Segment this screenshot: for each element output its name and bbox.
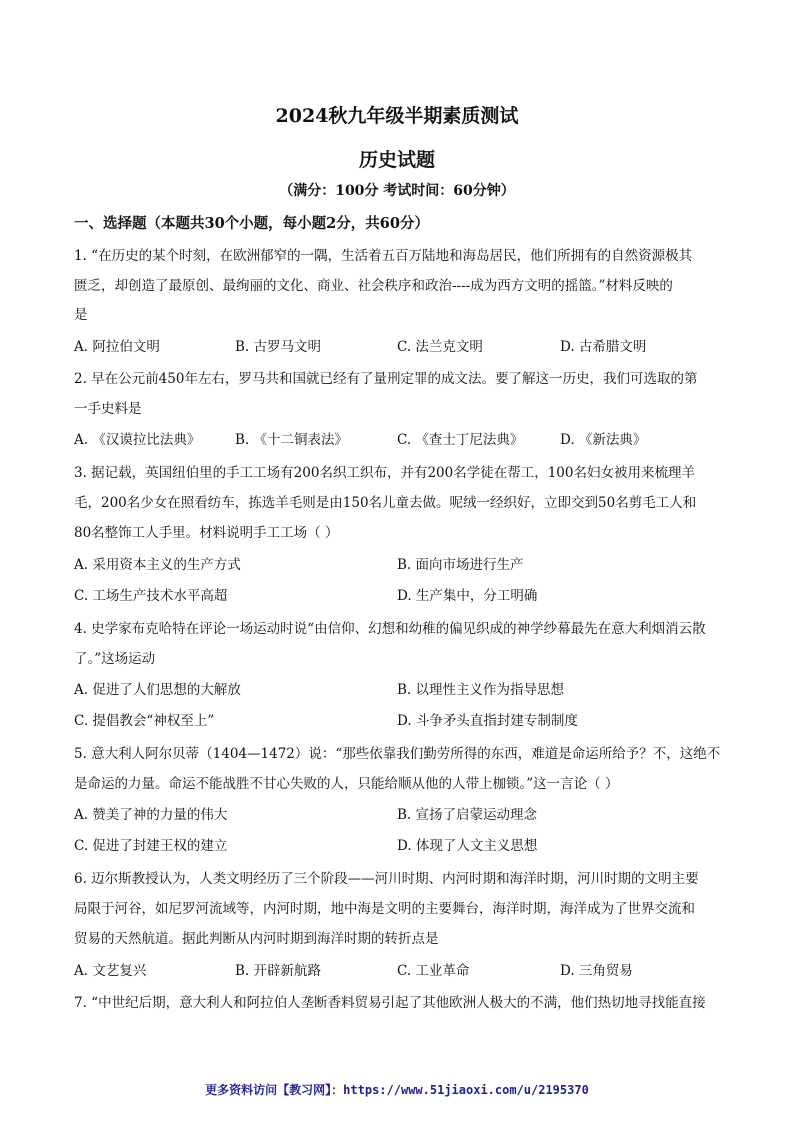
question-3-line-2: 毛，200名少女在照看纺车，拣选羊毛则是由150名儿童去做。呢绒一经织好，立即交到50名剪毛工人和 bbox=[74, 495, 697, 511]
exam-title: 2024秋九年级半期素质测试 bbox=[275, 105, 519, 127]
exam-subject: 历史试题 bbox=[358, 149, 435, 171]
question-5-option-a: A. 赞美了神的力量的伟大 bbox=[74, 807, 228, 823]
question-1-option-d: D. 古希腊文明 bbox=[560, 339, 647, 355]
question-1-option-b: B. 古罗马文明 bbox=[235, 339, 322, 355]
question-1-line-1: 1. “在历史的某个时刻，在欧洲郁窄的一隅，生活着五百万陆地和海岛居民，他们所拥有的自然资源极其 bbox=[74, 248, 693, 264]
question-1-line-2: 匮乏，却创造了最原创、最绚丽的文化、商业、社会秩序和政治----成为西方文明的摇篮。”材料反映的 bbox=[74, 278, 673, 294]
question-2-line-2: 一手史料是 bbox=[74, 401, 142, 417]
question-6-line-2: 局限于河谷，如尼罗河流域等，内河时期，地中海是文明的主要舞台，海洋时期，海洋成为了世界交流和 bbox=[74, 901, 695, 917]
question-6-option-c: C. 工业革命 bbox=[397, 963, 470, 979]
question-3-line-1: 3. 据记载，英国纽伯里的手工工场有200名织工织布，并有200名学徒在帮工，100名妇女被用来梳理羊 bbox=[74, 465, 695, 481]
question-2-option-d: D. 《新法典》 bbox=[560, 432, 647, 448]
question-2-line-1: 2. 早在公元前450年左右，罗马共和国就已经有了量刑定罪的成文法。要了解这一历史，我们可选取的第 bbox=[74, 371, 698, 387]
question-4-line-2: 了。”这场运动 bbox=[74, 651, 156, 667]
question-3-option-d: D. 生产集中，分工明确 bbox=[397, 588, 538, 604]
question-3-option-b: B. 面向市场进行生产 bbox=[397, 557, 524, 573]
footer-resource-link[interactable]: 更多资料访问【教习网】：https://www.51jiaoxi.com/u/2195370 bbox=[205, 1083, 589, 1097]
question-4-line-1: 4. 史学家布克哈特在评论一场运动时说“由信仰、幻想和幼稚的偏见织成的神学纱幕最先在意大利烟消云散 bbox=[74, 621, 706, 637]
question-4-option-b: B. 以理性主义作为指导思想 bbox=[397, 682, 565, 698]
question-3-line-3: 80名整饰工人手里。材料说明手工工场（ ） bbox=[74, 525, 339, 541]
question-1-line-3: 是 bbox=[74, 307, 88, 323]
question-2-option-b: B. 《十二铜表法》 bbox=[235, 432, 349, 448]
question-3-option-a: A. 采用资本主义的生产方式 bbox=[74, 557, 241, 573]
question-1-option-a: A. 阿拉伯文明 bbox=[74, 339, 160, 355]
question-6-option-d: D. 三角贸易 bbox=[560, 963, 633, 979]
question-5-line-1: 5. 意大利人阿尔贝蒂（1404—1472）说：“那些依靠我们勤劳所得的东西，难道是命运所给予？不，这绝不 bbox=[74, 746, 721, 762]
question-5-option-d: D. 体现了人文主义思想 bbox=[397, 838, 538, 854]
question-4-option-d: D. 斗争矛头直指封建专制制度 bbox=[397, 713, 578, 729]
question-5-line-2: 是命运的力量。命运不能战胜不甘心失败的人，只能给顺从他的人带上枷锁。”这一言论（ ） bbox=[74, 776, 619, 792]
question-6-option-b: B. 开辟新航路 bbox=[235, 963, 322, 979]
question-7-line-1: 7. “中世纪后期，意大利人和阿拉伯人垄断香料贸易引起了其他欧洲人极大的不满，他们热切地寻找能直接 bbox=[74, 995, 706, 1011]
question-5-option-b: B. 宣扬了启蒙运动理念 bbox=[397, 807, 538, 823]
question-2-option-a: A. 《汉谟拉比法典》 bbox=[74, 432, 201, 448]
question-4-option-c: C. 提倡教会“神权至上” bbox=[74, 713, 215, 729]
exam-info: （满分：100分 考试时间：60分钟） bbox=[279, 183, 515, 199]
question-2-option-c: C. 《查士丁尼法典》 bbox=[397, 432, 524, 448]
question-3-option-c: C. 工场生产技术水平高超 bbox=[74, 588, 228, 604]
question-1-option-c: C. 法兰克文明 bbox=[397, 339, 483, 355]
section-heading: 一、选择题（本题共30个小题，每小题2分，共60分） bbox=[74, 215, 429, 232]
question-5-option-c: C. 促进了封建王权的建立 bbox=[74, 838, 228, 854]
question-6-option-a: A. 文艺复兴 bbox=[74, 963, 147, 979]
question-6-line-1: 6. 迈尔斯教授认为，人类文明经历了三个阶段——河川时期、内河时期和海洋时期，河川时期的文明主要 bbox=[74, 871, 699, 887]
question-6-line-3: 贸易的天然航道。据此判断从内河时期到海洋时期的转折点是 bbox=[74, 931, 439, 947]
question-4-option-a: A. 促进了人们思想的大解放 bbox=[74, 682, 241, 698]
